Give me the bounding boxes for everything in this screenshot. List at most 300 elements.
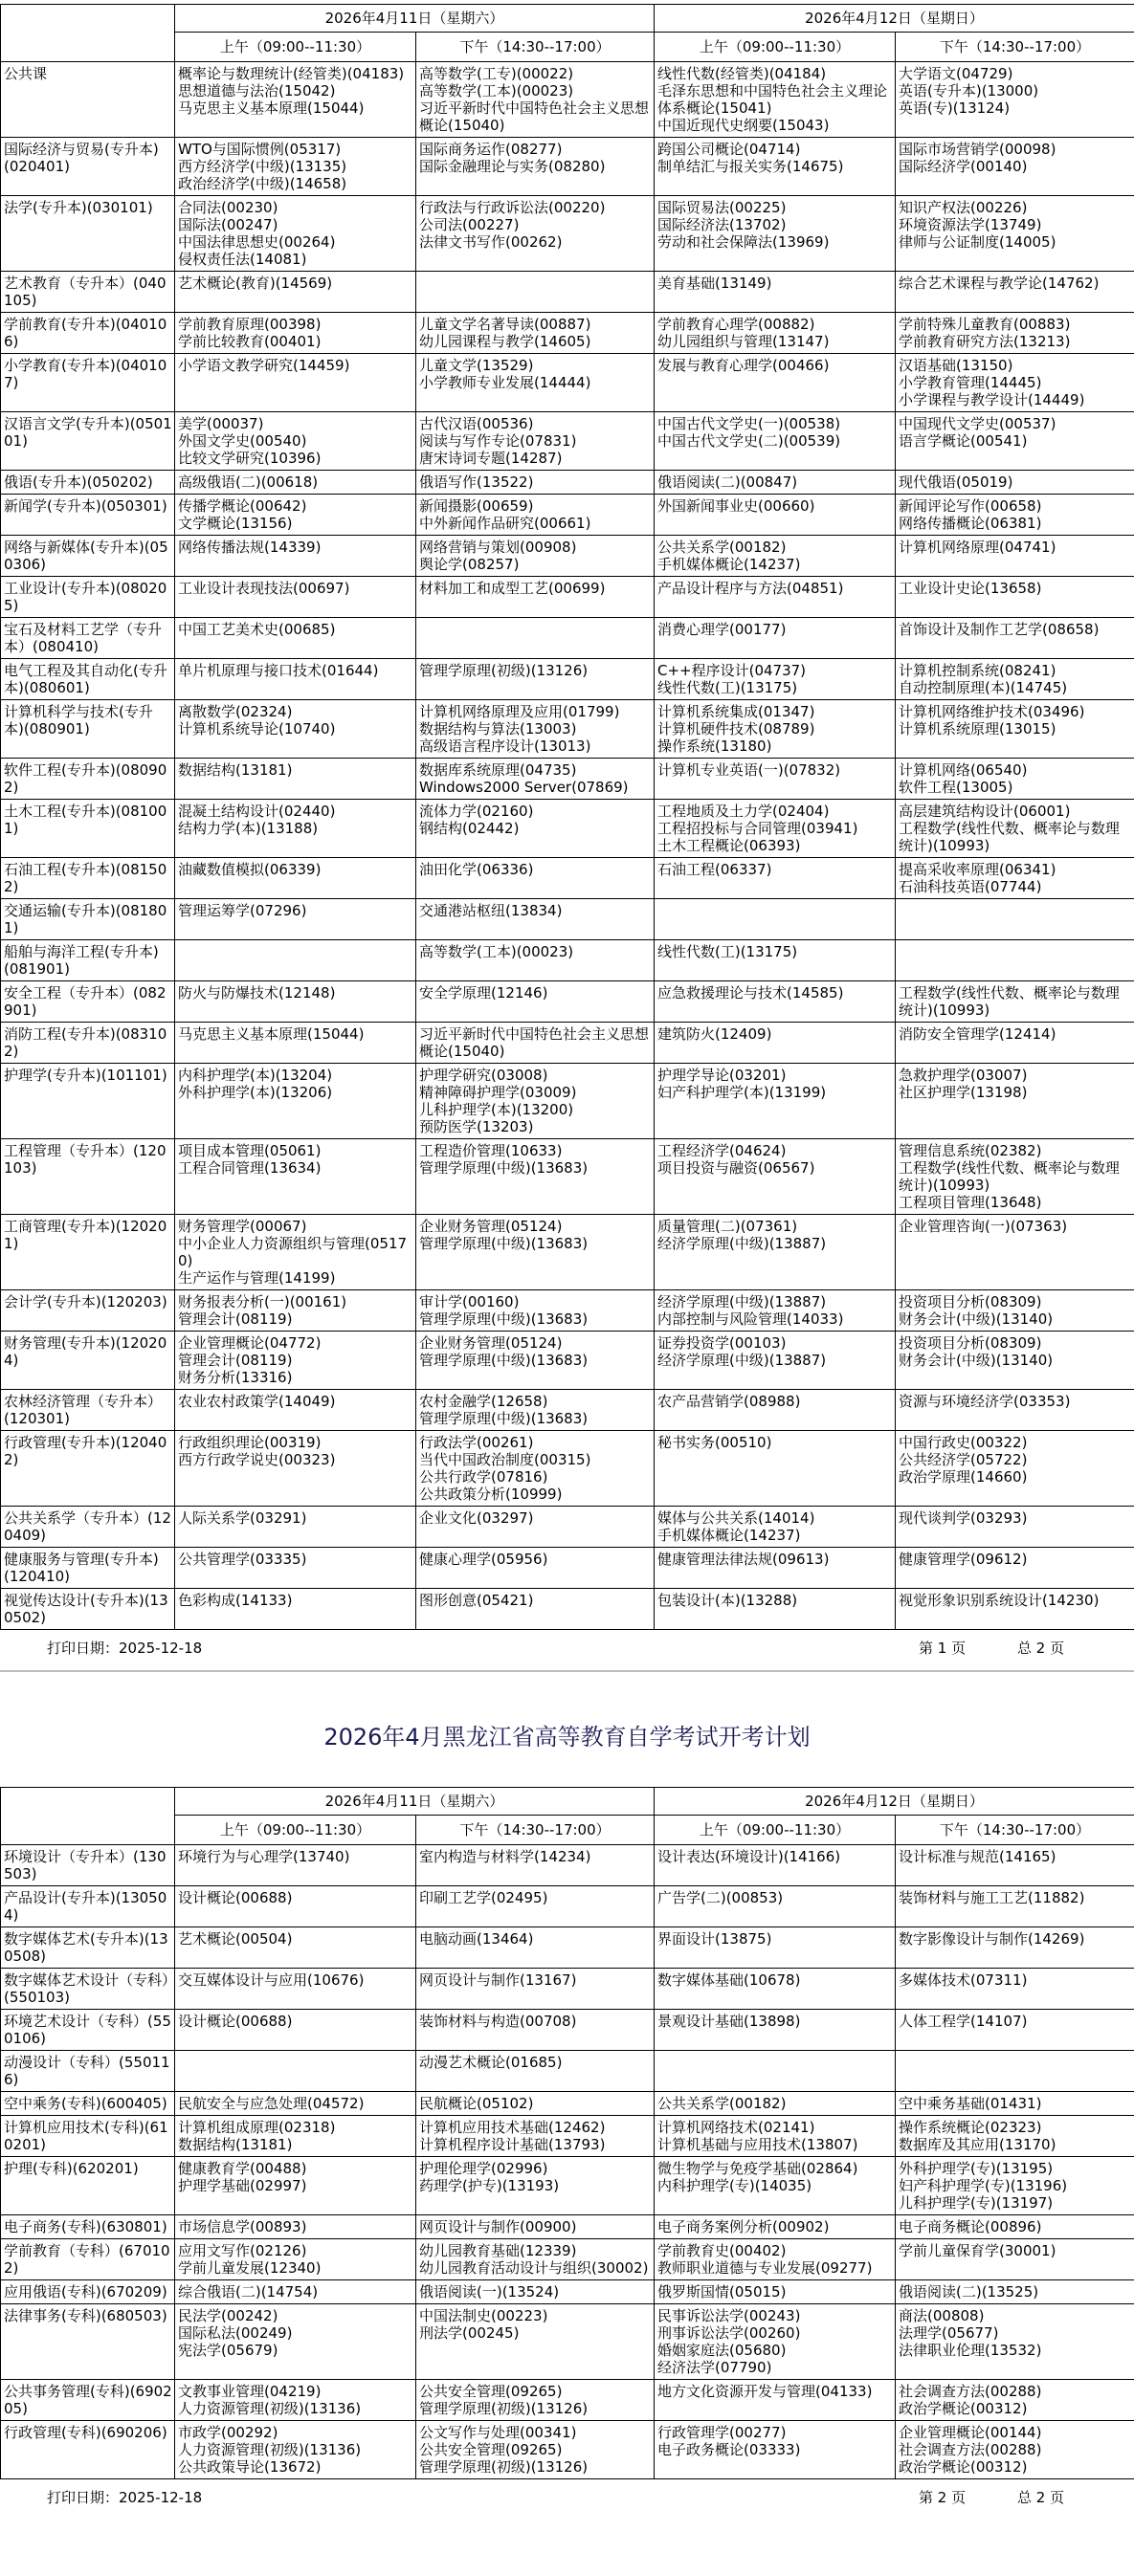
course-item: 公文写作与处理(00341) — [419, 2424, 577, 2441]
course-item: 界面设计(13875) — [657, 1930, 772, 1948]
course-item: 电子商务案例分析(00902) — [657, 2218, 830, 2235]
page-total: 总 2 页 — [1017, 1640, 1065, 1657]
course-item: 管理学原理(中级)(13683) — [419, 1410, 589, 1427]
course-item: 网页设计与制作(00900) — [419, 2218, 577, 2235]
slot-cell-day2-pm — [896, 196, 1134, 272]
slot-cell-day1-am — [175, 2215, 416, 2239]
slot-cell-day2-pm — [896, 1290, 1134, 1332]
course-item: 农产品营销学(08988) — [657, 1393, 801, 1410]
slot-cell-day2-am — [655, 2280, 896, 2304]
schedule-row — [1, 759, 1134, 800]
course-item: 公共关系学(00182) — [657, 539, 787, 556]
slot-cell-day2-pm — [896, 1548, 1134, 1589]
course-item: 幼儿园教育活动设计与组织(30002) — [419, 2259, 649, 2277]
major-name: 空中乘务(专科)(600405) — [1, 2092, 175, 2116]
course-item: 电子政务概论(03333) — [657, 2441, 801, 2458]
course-item: 俄罗斯国情(05015) — [657, 2283, 787, 2301]
slot-cell-day1-am — [175, 1064, 416, 1139]
slot-cell-day1-am — [175, 2010, 416, 2051]
course-item: 土木工程概论(06393) — [657, 837, 801, 854]
course-item: 防火与防爆技术(12148) — [178, 984, 336, 1002]
course-item: 综合艺术课程与教学论(14762) — [899, 275, 1100, 292]
course-item: 预防医学(13203) — [419, 1118, 534, 1135]
course-item: 健康管理法律法规(09613) — [657, 1551, 830, 1568]
slot-cell-day2-am — [655, 1332, 896, 1390]
course-item: 装饰材料与构造(00708) — [419, 2013, 577, 2030]
slot-cell-day2-am — [655, 1589, 896, 1630]
course-item: 民事诉讼法学(00243) — [657, 2307, 801, 2324]
course-item: 外国新闻事业史(00660) — [657, 497, 815, 515]
course-item: 环境资源法学(13749) — [899, 216, 1042, 233]
course-item: 农村金融学(12658) — [419, 1393, 548, 1410]
slot-cell-day1-pm — [416, 759, 655, 800]
course-item: 毛泽东思想和中国特色社会主义理论体系概论(15041) — [657, 82, 888, 117]
course-item: 国际商务运作(08277) — [419, 141, 563, 158]
course-item: 计算机组成原理(02318) — [178, 2119, 336, 2136]
course-item: 证券投资学(00103) — [657, 1334, 787, 1352]
course-item: 计算机系统导论(10740) — [178, 720, 336, 738]
course-item: 律师与公证制度(14005) — [899, 233, 1056, 251]
course-item: 质量管理(二)(07361) — [657, 1218, 798, 1235]
slot-cell-day1-am — [175, 577, 416, 618]
slot-cell-day1-am — [175, 2304, 416, 2380]
major-name: 安全工程（专升本）(082901) — [1, 981, 175, 1023]
slot-cell-day2-pm — [896, 2010, 1134, 2051]
course-item: 电子商务概论(00896) — [899, 2218, 1042, 2235]
slot-cell-day1-am — [175, 1431, 416, 1507]
slot-cell-day1-pm — [416, 659, 655, 700]
slot-cell-day1-pm — [416, 800, 655, 858]
course-item: 中国法律思想史(00264) — [178, 233, 336, 251]
schedule-row — [1, 313, 1134, 354]
slot-cell-day2-pm — [896, 2380, 1134, 2421]
course-item: 国际金融理论与实务(08280) — [419, 158, 606, 175]
course-item: 工业设计表现技法(00697) — [178, 580, 350, 597]
schedule-row — [1, 700, 1134, 759]
session-header-day1-pm: 下午（14:30--17:00） — [416, 33, 655, 62]
slot-cell-day2-pm — [896, 858, 1134, 899]
schedule-row — [1, 471, 1134, 495]
slot-cell-day2-am — [655, 471, 896, 495]
course-item: 马克思主义基本原理(15044) — [178, 1025, 365, 1043]
course-item: 线性代数(经管类)(04184) — [657, 65, 827, 82]
slot-cell-day2-am — [655, 1390, 896, 1431]
slot-cell-day1-am — [175, 1507, 416, 1548]
course-item: 手机媒体概论(14237) — [657, 556, 801, 573]
course-item: 印刷工艺学(02495) — [419, 1889, 548, 1906]
major-name: 国际经济与贸易(专升本)(020401) — [1, 138, 175, 196]
schedule-row — [1, 800, 1134, 858]
slot-cell-day2-am — [655, 196, 896, 272]
slot-cell-day1-pm — [416, 1290, 655, 1332]
course-item: 综合俄语(二)(14754) — [178, 2283, 319, 2301]
slot-cell-day1-am — [175, 2239, 416, 2280]
slot-cell-day1-pm — [416, 1548, 655, 1589]
course-item: 手机媒体概论(14237) — [657, 1527, 801, 1544]
course-item: 新闻摄影(00659) — [419, 497, 534, 515]
schedule-row — [1, 1139, 1134, 1215]
slot-cell-day1-pm — [416, 700, 655, 759]
major-name: 法律事务(专科)(680503) — [1, 2304, 175, 2380]
slot-cell-day2-am — [655, 858, 896, 899]
course-item: 建筑防火(12409) — [657, 1025, 772, 1043]
course-item: C++程序设计(04737) — [657, 662, 807, 679]
course-item: 概率论与数理统计(经管类)(04183) — [178, 65, 405, 82]
major-name: 行政管理(专升本)(120402) — [1, 1431, 175, 1507]
course-item: 网络传播概论(06381) — [899, 515, 1042, 532]
course-item: 市政学(00292) — [178, 2424, 278, 2441]
course-item: 传播学概论(00642) — [178, 497, 307, 515]
slot-cell-day1-pm — [416, 618, 655, 659]
slot-cell-day1-pm — [416, 272, 655, 313]
major-name: 产品设计(专升本)(130504) — [1, 1886, 175, 1927]
course-item: 混凝土结构设计(02440) — [178, 803, 336, 820]
slot-cell-day2-am — [655, 1927, 896, 1969]
slot-cell-day1-am — [175, 858, 416, 899]
major-name: 土木工程(专升本)(081001) — [1, 800, 175, 858]
course-item: 英语(专)(13124) — [899, 99, 1011, 117]
slot-cell-day1-pm — [416, 1390, 655, 1431]
course-item: WTO与国际惯例(05317) — [178, 141, 342, 158]
slot-cell-day2-am — [655, 2051, 896, 2092]
course-item: 妇产科护理学(本)(13199) — [657, 1084, 827, 1101]
schedule-row — [1, 1845, 1134, 1886]
course-item: 中国古代文学史(一)(00538) — [657, 415, 841, 432]
course-item: 公共行政学(07816) — [419, 1468, 548, 1486]
course-item: 计算机系统原理(13015) — [899, 720, 1056, 738]
course-item: 中国法制史(00223) — [419, 2307, 548, 2324]
corner-cell — [1, 5, 175, 62]
major-name: 法学(专升本)(030101) — [1, 196, 175, 272]
course-item: 工程数学(线性代数、概率论与数理统计)(10993) — [899, 984, 1120, 1019]
page-footer — [0, 2479, 1134, 2518]
slot-cell-day2-pm — [896, 1390, 1134, 1431]
slot-cell-day2-pm — [896, 1215, 1134, 1290]
course-item: 项目投资与融资(06567) — [657, 1159, 815, 1177]
slot-cell-day1-pm — [416, 1845, 655, 1886]
major-name: 行政管理(专科)(690206) — [1, 2421, 175, 2479]
course-item: 法律职业伦理(13532) — [899, 2342, 1042, 2359]
slot-cell-day2-pm — [896, 800, 1134, 858]
schedule-row — [1, 354, 1134, 412]
course-item: 内科护理学(本)(13204) — [178, 1067, 333, 1084]
slot-cell-day1-am — [175, 1589, 416, 1630]
course-item: 跨国公司概论(04714) — [657, 141, 801, 158]
course-item: 财务分析(13316) — [178, 1369, 293, 1386]
course-item: 管理会计(08119) — [178, 1352, 293, 1369]
course-item: 国际私法(00249) — [178, 2324, 293, 2342]
major-name: 汉语言文学(专升本)(050101) — [1, 412, 175, 471]
course-item: 室内构造与材料学(14234) — [419, 1848, 591, 1865]
slot-cell-day1-pm — [416, 1139, 655, 1215]
slot-cell-day1-am — [175, 2092, 416, 2116]
course-item: 应急救援理论与技术(14585) — [657, 984, 844, 1002]
course-item: 行政法学(00261) — [419, 1434, 534, 1451]
course-item: 财务会计(中级)(13140) — [899, 1310, 1054, 1328]
slot-cell-day1-am — [175, 471, 416, 495]
course-item: 小学教师专业发展(14444) — [419, 374, 591, 391]
page-number: 第 2 页 — [919, 2489, 967, 2506]
course-item: 新闻评论写作(00658) — [899, 497, 1042, 515]
session-header-day2-am: 上午（09:00--11:30） — [655, 1816, 896, 1845]
course-item: 健康心理学(05956) — [419, 1551, 548, 1568]
slot-cell-day1-pm — [416, 471, 655, 495]
course-item: 学前儿童发展(12340) — [178, 2259, 322, 2277]
course-item: 操作系统(13180) — [657, 738, 772, 755]
slot-cell-day1-am — [175, 1845, 416, 1886]
schedule-row — [1, 1332, 1134, 1390]
slot-cell-day2-pm — [896, 981, 1134, 1023]
course-item: 计算机网络原理及应用(01799) — [419, 703, 620, 720]
major-name: 船舶与海洋工程(专升本)(081901) — [1, 940, 175, 981]
slot-cell-day1-pm — [416, 196, 655, 272]
schedule-row — [1, 1431, 1134, 1507]
session-header-day2-pm: 下午（14:30--17:00） — [896, 1816, 1134, 1845]
slot-cell-day2-am — [655, 1064, 896, 1139]
course-item: 教师职业道德与专业发展(09277) — [657, 2259, 873, 2277]
major-name: 工商管理(专升本)(120201) — [1, 1215, 175, 1290]
slot-cell-day1-pm — [416, 2280, 655, 2304]
slot-cell-day2-am — [655, 354, 896, 412]
page-total: 总 2 页 — [1017, 2489, 1065, 2506]
course-item: 景观设计基础(13898) — [657, 2013, 801, 2030]
course-item: 内科护理学(专)(14035) — [657, 2177, 812, 2194]
course-item: 外科护理学(本)(13206) — [178, 1084, 333, 1101]
course-item: 微生物学与免疫学基础(02864) — [657, 2160, 858, 2177]
course-item: 动漫艺术概论(01685) — [419, 2054, 563, 2071]
course-item: 俄语阅读(二)(13525) — [899, 2283, 1039, 2301]
slot-cell-day1-pm — [416, 2239, 655, 2280]
course-item: 人力资源管理(初级)(13136) — [178, 2441, 362, 2458]
course-item: 首饰设计及制作工艺学(08658) — [899, 621, 1100, 638]
course-item: 政治经济学(中级)(14658) — [178, 175, 347, 192]
slot-cell-day2-pm — [896, 354, 1134, 412]
slot-cell-day1-pm — [416, 62, 655, 138]
course-item: 美学(00037) — [178, 415, 264, 432]
slot-cell-day2-am — [655, 618, 896, 659]
slot-cell-day1-am — [175, 1969, 416, 2010]
course-item: 高等数学(工本)(00023) — [419, 82, 574, 99]
course-item: 马克思主义基本原理(15044) — [178, 99, 365, 117]
course-item: 投资项目分析(08309) — [899, 1334, 1042, 1352]
course-item: 投资项目分析(08309) — [899, 1293, 1042, 1310]
course-item: 数据库系统原理(04735) — [419, 761, 577, 779]
course-item: 管理运筹学(07296) — [178, 902, 307, 919]
slot-cell-day2-am — [655, 62, 896, 138]
course-item: 现代俄语(05019) — [899, 473, 1013, 491]
course-item: 文学概论(13156) — [178, 515, 293, 532]
course-item: 人体工程学(14107) — [899, 2013, 1028, 2030]
slot-cell-day1-pm — [416, 1332, 655, 1390]
slot-cell-day2-pm — [896, 1927, 1134, 1969]
slot-cell-day1-pm — [416, 1969, 655, 2010]
slot-cell-day2-pm — [896, 618, 1134, 659]
date-header-row — [1, 1788, 1134, 1816]
course-item: 急救护理学(03007) — [899, 1067, 1028, 1084]
course-item: 工程造价管理(10633) — [419, 1142, 563, 1159]
slot-cell-day2-am — [655, 1845, 896, 1886]
course-item: 学前比较教育(00401) — [178, 333, 322, 350]
course-item: 国际市场营销学(00098) — [899, 141, 1056, 158]
course-item: 材料加工和成型工艺(00699) — [419, 580, 606, 597]
course-item: 护理学导论(03201) — [657, 1067, 787, 1084]
course-item: 包装设计(本)(13288) — [657, 1592, 798, 1609]
slot-cell-day1-am — [175, 536, 416, 577]
slot-cell-day2-pm — [896, 2239, 1134, 2280]
course-item: 企业管理概论(00144) — [899, 2424, 1042, 2441]
schedule-row — [1, 1507, 1134, 1548]
slot-cell-day1-am — [175, 354, 416, 412]
course-item: 设计概论(00688) — [178, 1889, 293, 1906]
major-name: 计算机科学与技术(专升本)(080901) — [1, 700, 175, 759]
schedule-row — [1, 1290, 1134, 1332]
course-item: 舆论学(08257) — [419, 556, 520, 573]
slot-cell-day1-pm — [416, 577, 655, 618]
course-item: 视觉形象识别系统设计(14230) — [899, 1592, 1100, 1609]
course-item: 劳动和社会保障法(13969) — [657, 233, 830, 251]
slot-cell-day2-pm — [896, 62, 1134, 138]
major-name: 护理学(专升本)(101101) — [1, 1064, 175, 1139]
major-name: 电气工程及其自动化(专升本)(080601) — [1, 659, 175, 700]
course-item: 行政组织理论(00319) — [178, 1434, 322, 1451]
course-item: Windows2000 Server(07869) — [419, 779, 629, 796]
slot-cell-day2-pm — [896, 1139, 1134, 1215]
course-item: 古代汉语(00536) — [419, 415, 534, 432]
course-item: 财务会计(中级)(13140) — [899, 1352, 1054, 1369]
session-header-day1-am: 上午（09:00--11:30） — [175, 33, 416, 62]
course-item: 管理学原理(初级)(13126) — [419, 662, 589, 679]
course-item: 计算机网络维护技术(03496) — [899, 703, 1085, 720]
course-item: 色彩构成(14133) — [178, 1592, 293, 1609]
slot-cell-day1-pm — [416, 2116, 655, 2157]
course-item: 小学课程与教学设计(14449) — [899, 391, 1085, 408]
major-name: 消防工程(专升本)(083102) — [1, 1023, 175, 1064]
course-item: 婚姻家庭法(05680) — [657, 2342, 787, 2359]
slot-cell-day1-pm — [416, 1886, 655, 1927]
course-item: 数据结构(13181) — [178, 761, 293, 779]
course-item: 计算机程序设计基础(13793) — [419, 2136, 606, 2153]
course-item: 企业财务管理(05124) — [419, 1334, 563, 1352]
date-header-day1: 2026年4月11日（星期六） — [175, 1788, 655, 1816]
major-name: 软件工程(专升本)(080902) — [1, 759, 175, 800]
course-item: 高等数学(工专)(00022) — [419, 65, 574, 82]
major-name: 应用俄语(专科)(670209) — [1, 2280, 175, 2304]
course-item: 唐宋诗词专题(14287) — [419, 450, 563, 467]
schedule-row — [1, 2215, 1134, 2239]
date-header-day2: 2026年4月12日（星期日） — [655, 1788, 1134, 1816]
slot-cell-day1-pm — [416, 940, 655, 981]
course-item: 公共安全管理(09265) — [419, 2383, 563, 2400]
slot-cell-day1-am — [175, 2380, 416, 2421]
slot-cell-day1-pm — [416, 354, 655, 412]
course-item: 提高采收率原理(06341) — [899, 861, 1056, 878]
slot-cell-day2-pm — [896, 2157, 1134, 2215]
slot-cell-day1-am — [175, 2421, 416, 2479]
schedule-row — [1, 2421, 1134, 2479]
slot-cell-day1-am — [175, 981, 416, 1023]
course-item: 儿童文学名著导读(00887) — [419, 316, 591, 333]
course-item: 学前教育研究方法(13213) — [899, 333, 1071, 350]
slot-cell-day2-pm — [896, 2092, 1134, 2116]
course-item: 社会调查方法(00288) — [899, 2441, 1042, 2458]
course-item: 计算机应用技术基础(12462) — [419, 2119, 606, 2136]
schedule-row — [1, 2304, 1134, 2380]
slot-cell-day1-am — [175, 2051, 416, 2092]
slot-cell-day1-am — [175, 1886, 416, 1927]
slot-cell-day1-am — [175, 196, 416, 272]
course-item: 工程合同管理(13634) — [178, 1159, 322, 1177]
course-item: 空中乘务基础(01431) — [899, 2095, 1042, 2112]
major-name: 网络与新媒体(专升本)(050306) — [1, 536, 175, 577]
slot-cell-day1-pm — [416, 2010, 655, 2051]
slot-cell-day2-pm — [896, 1064, 1134, 1139]
course-item: 工程项目管理(13648) — [899, 1194, 1042, 1211]
slot-cell-day1-am — [175, 2116, 416, 2157]
major-name: 数字媒体艺术(专升本)(130508) — [1, 1927, 175, 1969]
course-item: 幼儿园教育基础(12339) — [419, 2242, 577, 2259]
slot-cell-day1-am — [175, 759, 416, 800]
course-item: 俄语写作(13522) — [419, 473, 534, 491]
slot-cell-day2-pm — [896, 759, 1134, 800]
course-item: 公司法(00227) — [419, 216, 520, 233]
course-item: 民法学(00242) — [178, 2307, 278, 2324]
course-item: 工程招投标与合同管理(03941) — [657, 820, 858, 837]
course-item: 网络传播法规(14339) — [178, 539, 322, 556]
course-item: 油田化学(06336) — [419, 861, 534, 878]
course-item: 美育基础(13149) — [657, 275, 772, 292]
course-item: 公共政策分析(10999) — [419, 1486, 563, 1503]
course-item: 图形创意(05421) — [419, 1592, 534, 1609]
major-name: 会计学(专升本)(120203) — [1, 1290, 175, 1332]
course-item: 消费心理学(00177) — [657, 621, 787, 638]
course-item: 合同法(00230) — [178, 199, 278, 216]
schedule-row — [1, 272, 1134, 313]
slot-cell-day2-pm — [896, 536, 1134, 577]
slot-cell-day1-pm — [416, 858, 655, 899]
slot-cell-day1-pm — [416, 495, 655, 536]
course-item: 俄语阅读(二)(00847) — [657, 473, 798, 491]
course-item: 石油科技英语(07744) — [899, 878, 1042, 895]
slot-cell-day1-am — [175, 1332, 416, 1390]
course-item: 秘书实务(00510) — [657, 1434, 772, 1451]
slot-cell-day2-am — [655, 272, 896, 313]
course-item: 健康管理学(09612) — [899, 1551, 1028, 1568]
slot-cell-day1-am — [175, 899, 416, 940]
slot-cell-day2-pm — [896, 1845, 1134, 1886]
slot-cell-day2-pm — [896, 1589, 1134, 1630]
course-item: 公共经济学(05722) — [899, 1451, 1028, 1468]
course-item: 社区护理学(13198) — [899, 1084, 1028, 1101]
course-item: 广告学(二)(00853) — [657, 1889, 784, 1906]
major-name: 农林经济管理（专升本）(120301) — [1, 1390, 175, 1431]
slot-cell-day2-am — [655, 2239, 896, 2280]
slot-cell-day2-am — [655, 2010, 896, 2051]
slot-cell-day2-am — [655, 495, 896, 536]
slot-cell-day1-am — [175, 2157, 416, 2215]
course-item: 企业管理概论(04772) — [178, 1334, 322, 1352]
course-item: 管理学原理(中级)(13683) — [419, 1352, 589, 1369]
course-item: 经济学原理(中级)(13887) — [657, 1293, 827, 1310]
course-item: 儿科护理学(本)(13200) — [419, 1101, 574, 1118]
major-name: 小学教育(专升本)(040107) — [1, 354, 175, 412]
page-2 — [0, 1672, 1134, 2518]
slot-cell-day2-pm — [896, 471, 1134, 495]
slot-cell-day1-pm — [416, 1589, 655, 1630]
course-item: 数据结构(13181) — [178, 2136, 293, 2153]
slot-cell-day1-am — [175, 495, 416, 536]
course-item: 计算机基础与应用技术(13807) — [657, 2136, 858, 2153]
major-name: 环境设计（专升本）(130503) — [1, 1845, 175, 1886]
